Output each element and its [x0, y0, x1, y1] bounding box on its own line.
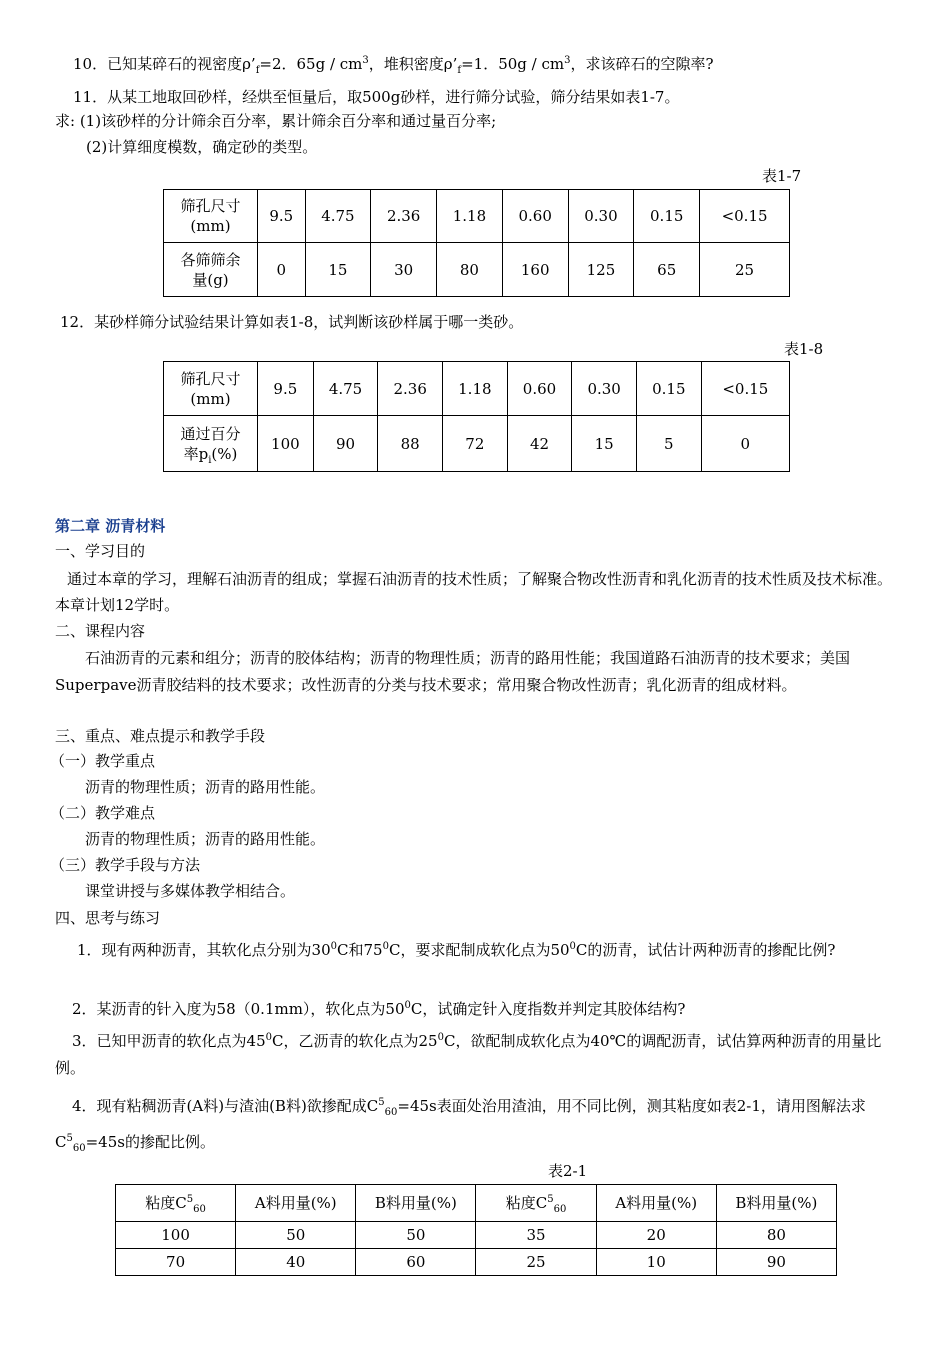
table-header-cell: A料用量(%) [596, 1185, 716, 1222]
table-cell: 4.75 [305, 190, 371, 243]
section-2-body: 石油沥青的元素和组分；沥青的胶体结构；沥青的物理性质；沥青的路用性能；我国道路石油沥青的技术要求；美国Superpave沥青胶结料的技术要求；改性沥青的分类与技术要求；常用聚合物改性沥青；乳化沥青的组成材料。 [55, 649, 851, 694]
table-cell: 20 [596, 1222, 716, 1249]
section-3b-heading: （二）教学难点 [50, 804, 156, 822]
table-cell: 80 [437, 243, 503, 297]
question-11-line2: 求: (1)该砂样的分计筛余百分率，累计筛余百分率和通过量百分率; [55, 112, 497, 130]
table-1-8 [163, 361, 790, 472]
table-header-cell: 粘度$C^5_{60}$ [116, 1185, 236, 1222]
table-cell: 88 [378, 416, 443, 472]
section-3c-body: 课堂讲授与多媒体教学相结合。 [85, 882, 296, 900]
table-row [164, 362, 790, 416]
table-header-cell: 筛孔尺寸(mm) [164, 190, 258, 243]
table-cell: 160 [502, 243, 568, 297]
exercise-1: 1．现有两种沥青，其软化点分别为$30^0C$和$75^0C$，要求配制成软化点为$50^0C$的沥青，试估计两种沥青的掺配比例? [77, 941, 836, 959]
table-cell: 0.15 [634, 190, 700, 243]
table-cell: 0.60 [507, 362, 572, 416]
table-cell: 50 [236, 1222, 356, 1249]
table-cell: 50 [356, 1222, 476, 1249]
question-11-line1: 11．从某工地取回砂样，经烘至恒量后，取500g砂样，进行筛分试验，筛分结果如表1-7。 [73, 88, 680, 106]
table-cell: 2.36 [378, 362, 443, 416]
table-cell: <0.15 [700, 190, 790, 243]
table-header-cell: 各筛筛余量(g) [164, 243, 258, 297]
table-row [164, 243, 790, 297]
section-4-heading: 四、思考与练习 [55, 909, 161, 927]
table-header-cell: B料用量(%) [356, 1185, 476, 1222]
table-cell: 0.60 [502, 190, 568, 243]
table-row [116, 1222, 837, 1249]
exercise-2: 2．某沥青的针入度为58（0.1mm），软化点为$50^0C$，试确定针入度指数并判定其胶体结构? [72, 1000, 686, 1018]
table-cell: 2.36 [371, 190, 437, 243]
table-cell: 0.15 [636, 362, 701, 416]
table-cell: 25 [476, 1249, 596, 1276]
table-cell: 1.18 [437, 190, 503, 243]
question-10: 10．已知某碎石的视密度$\rho’_f=2$．$65g / cm^3$，堆积密度$\rho’_f=1$．$50g / cm^3$，求该碎石的空隙率? [73, 55, 714, 76]
table-cell: 80 [716, 1222, 836, 1249]
table-cell: 0.30 [568, 190, 634, 243]
table-1-7-caption: 表1-7 [762, 167, 802, 185]
table-1-8-caption: 表1-8 [784, 340, 824, 358]
table-row [116, 1185, 837, 1222]
table-cell: 90 [716, 1249, 836, 1276]
table-cell: <0.15 [701, 362, 789, 416]
section-3-heading: 三、重点、难点提示和教学手段 [55, 727, 266, 745]
section-2-heading: 二、课程内容 [55, 622, 146, 640]
table-cell: 10 [596, 1249, 716, 1276]
table-cell: 72 [443, 416, 508, 472]
table-cell: 65 [634, 243, 700, 297]
table-cell: 5 [636, 416, 701, 472]
table-cell: 0 [701, 416, 789, 472]
section-3b-body: 沥青的物理性质；沥青的路用性能。 [85, 830, 326, 848]
table-cell: 30 [371, 243, 437, 297]
table-cell: 4.75 [313, 362, 378, 416]
table-cell: 1.18 [443, 362, 508, 416]
table-cell: 35 [476, 1222, 596, 1249]
table-row [116, 1249, 837, 1276]
table-cell: 60 [356, 1249, 476, 1276]
table-header-cell: 通过百分率$p_i(\%)$ [164, 416, 258, 472]
table-cell: 15 [572, 416, 637, 472]
table-cell: 15 [305, 243, 371, 297]
table-header-cell: B料用量(%) [716, 1185, 836, 1222]
section-3c-heading: （三）教学手段与方法 [50, 856, 201, 874]
table-cell: 90 [313, 416, 378, 472]
table-2-1-caption: 表2-1 [548, 1162, 588, 1180]
exercise-4: 4．现有粘稠沥青(A料)与渣油(B料)欲掺配成$C^5_{60}=45s$表面处治用渣油，用不同比例，测其粘度如表2-1，请用图解法求$C^5_{60}=45s$的掺配比例。 [55, 1097, 866, 1154]
table-cell: 9.5 [258, 362, 314, 416]
question-12: 12．某砂样筛分试验结果计算如表1-8，试判断该砂样属于哪一类砂。 [60, 313, 524, 331]
table-row [164, 190, 790, 243]
question-11-line3: (2)计算细度模数，确定砂的类型。 [86, 138, 318, 156]
table-header-cell: 粘度$C^5_{60}$ [476, 1185, 596, 1222]
table-cell: 100 [116, 1222, 236, 1249]
exercise-3: 3．已知甲沥青的软化点为$45^0C$，乙沥青的软化点为$25^0C$，欲配制成软化点为40℃的调配沥青，试估算两种沥青的用量比例。 [55, 1032, 882, 1077]
chapter-2-title: 第二章 沥青材料 [55, 517, 166, 535]
section-3a-heading: （一）教学重点 [50, 752, 156, 770]
table-cell: 0.30 [572, 362, 637, 416]
table-1-7 [163, 189, 790, 297]
table-cell: 40 [236, 1249, 356, 1276]
table-header-cell: A料用量(%) [236, 1185, 356, 1222]
table-cell: 0 [258, 243, 306, 297]
table-cell: 70 [116, 1249, 236, 1276]
table-cell: 9.5 [258, 190, 306, 243]
table-cell: 42 [507, 416, 572, 472]
table-cell: 25 [700, 243, 790, 297]
table-row [164, 416, 790, 472]
table-2-1 [115, 1184, 837, 1276]
section-3a-body: 沥青的物理性质；沥青的路用性能。 [85, 778, 326, 796]
table-header-cell: 筛孔尺寸(mm) [164, 362, 258, 416]
section-1-body: 通过本章的学习，理解石油沥青的组成；掌握石油沥青的技术性质；了解聚合物改性沥青和乳化沥青的技术性质及技术标准。本章计划12学时。 [55, 570, 893, 614]
table-cell: 125 [568, 243, 634, 297]
table-cell: 100 [258, 416, 314, 472]
section-1-heading: 一、学习目的 [55, 542, 146, 560]
